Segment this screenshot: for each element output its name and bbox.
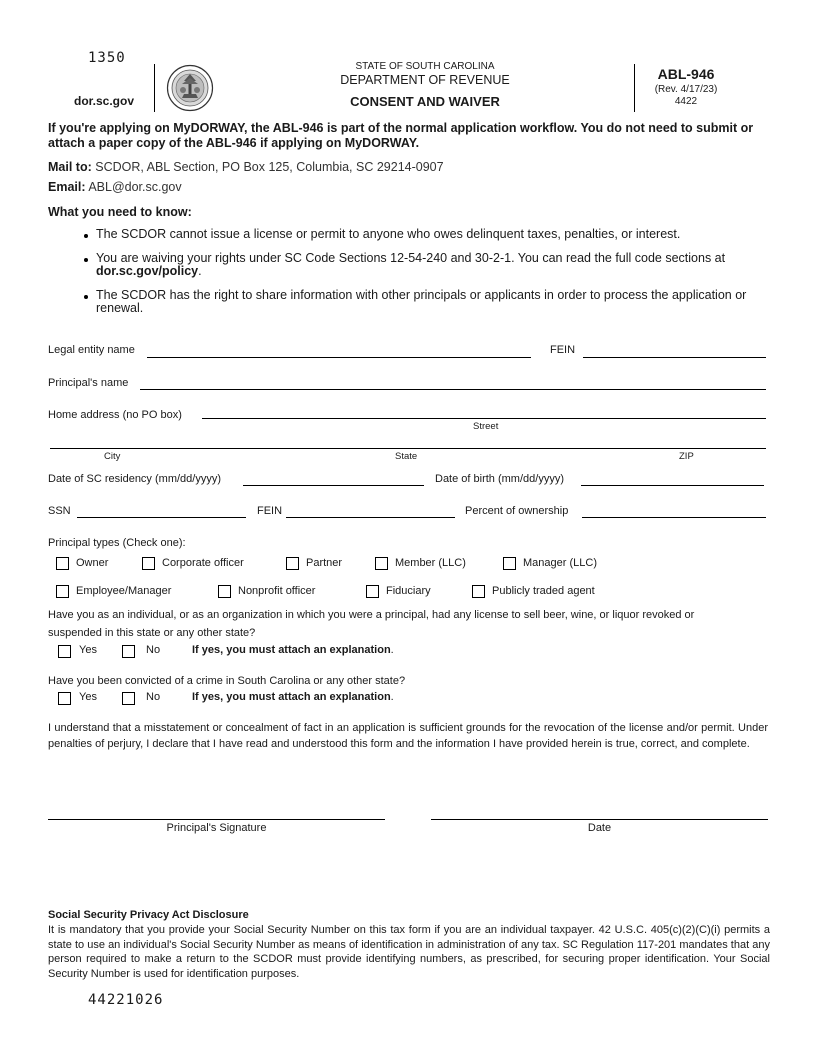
street-caption: Street bbox=[473, 421, 499, 432]
q2-explanation-text: If yes, you must attach an explanation bbox=[192, 691, 391, 703]
corporate-officer-checkbox[interactable] bbox=[142, 557, 155, 570]
q2-no-label: No bbox=[146, 691, 161, 703]
form-number-top: 1350 bbox=[88, 50, 126, 66]
header-divider-right bbox=[634, 64, 635, 112]
website: dor.sc.gov bbox=[74, 94, 135, 108]
street-field[interactable] bbox=[202, 418, 766, 419]
form-id: ABL-946 bbox=[657, 66, 715, 82]
home-address-label: Home address (no PO box) bbox=[48, 409, 182, 421]
signature-date-field[interactable] bbox=[431, 819, 768, 820]
principals-name-field[interactable] bbox=[140, 389, 766, 390]
employee-manager-label: Employee/Manager bbox=[76, 585, 172, 597]
sc-residency-date-label: Date of SC residency (mm/dd/yyyy) bbox=[48, 473, 221, 485]
q1-explanation-text: If yes, you must attach an explanation bbox=[192, 644, 391, 656]
principal-types-heading: Principal types (Check one): bbox=[48, 537, 186, 549]
state-caption: State bbox=[395, 451, 418, 462]
principal-signature-label: Principal's Signature bbox=[166, 822, 267, 834]
partner-checkbox[interactable] bbox=[286, 557, 299, 570]
zip-caption: ZIP bbox=[679, 451, 694, 462]
form-code: 4422 bbox=[674, 96, 698, 107]
q1-no-checkbox[interactable] bbox=[122, 645, 135, 658]
page-title: CONSENT AND WAIVER bbox=[350, 94, 500, 109]
ssn-field[interactable] bbox=[77, 517, 246, 518]
q1-yes-label: Yes bbox=[79, 644, 97, 656]
bullet-dot bbox=[84, 295, 88, 299]
date-of-birth-label: Date of birth (mm/dd/yyyy) bbox=[435, 473, 564, 485]
manager-llc-checkbox[interactable] bbox=[503, 557, 516, 570]
legal-entity-name-field[interactable] bbox=[147, 357, 531, 358]
question-license-revoked: Have you as an individual, or as an organization in which you were a principal, had any license to sell beer, wine, or liquor revoked or bbox=[48, 609, 695, 621]
member-llc-checkbox[interactable] bbox=[375, 557, 388, 570]
mail-label: Mail to: bbox=[48, 160, 92, 174]
q1-no-label: No bbox=[146, 644, 161, 656]
sc-residency-date-field[interactable] bbox=[243, 485, 424, 486]
q2-yes-label: Yes bbox=[79, 691, 97, 703]
bullet-item bbox=[96, 252, 766, 278]
member-llc-label: Member (LLC) bbox=[395, 557, 466, 569]
q2-no-checkbox[interactable] bbox=[122, 692, 135, 705]
percent-ownership-field[interactable] bbox=[582, 517, 766, 518]
form-revision: (Rev. 4/17/23) bbox=[654, 84, 718, 95]
q2-yes-checkbox[interactable] bbox=[58, 692, 71, 705]
manager-llc-label: Manager (LLC) bbox=[523, 557, 597, 569]
legal-entity-name-label: Legal entity name bbox=[48, 344, 135, 356]
bullet-item: The SCDOR cannot issue a license or permit to anyone who owes delinquent taxes, penalties, or interest. bbox=[96, 227, 681, 241]
fiduciary-checkbox[interactable] bbox=[366, 585, 379, 598]
signature-date-label: Date bbox=[587, 822, 612, 834]
email-label: Email: bbox=[48, 180, 86, 194]
fiduciary-label: Fiduciary bbox=[386, 585, 431, 597]
q1-yes-checkbox[interactable] bbox=[58, 645, 71, 658]
fein2-field[interactable] bbox=[286, 517, 455, 518]
nonprofit-officer-checkbox[interactable] bbox=[218, 585, 231, 598]
principals-name-label: Principal's name bbox=[48, 377, 129, 389]
bullet-item: The SCDOR has the right to share information with other principals or applicants in order to process the application or renewal. bbox=[96, 288, 747, 315]
city-caption: City bbox=[104, 451, 121, 462]
privacy-text: It is mandatory that you provide your Social Security Number on this tax form if you are an individual taxpayer. 42 U.S.C. 405(c)(2)(C)(i) permits a state to use an individual's Social Security Number as means of identification in administration of any tax. SC Regulation 117-201 mandates that any person required to make a return to the SCDOR must provide identifying numbers, as prescribed, for securing proper identification. Your Social Security Number is used for identification purposes. bbox=[48, 924, 770, 980]
owner-label: Owner bbox=[76, 557, 109, 569]
mail-to bbox=[48, 160, 444, 174]
policy-link[interactable]: dor.sc.gov/policy bbox=[96, 264, 199, 278]
date-of-birth-field[interactable] bbox=[581, 485, 764, 486]
mail-address: SCDOR, ABL Section, PO Box 125, Columbia, SC 29214-0907 bbox=[95, 160, 444, 174]
email bbox=[48, 180, 182, 194]
q2-explanation-period: . bbox=[390, 691, 394, 703]
question-license-revoked-cont: suspended in this state or any other state? bbox=[48, 627, 256, 639]
state-seal-icon bbox=[166, 64, 214, 112]
city-state-zip-field[interactable] bbox=[50, 448, 766, 449]
header-department: DEPARTMENT OF REVENUE bbox=[340, 73, 510, 87]
bullet-dot bbox=[84, 234, 88, 238]
bullet-text-end: . bbox=[198, 264, 202, 278]
publicly-traded-agent-label: Publicly traded agent bbox=[492, 585, 595, 597]
corporate-officer-label: Corporate officer bbox=[162, 557, 244, 569]
fein-label: FEIN bbox=[550, 344, 576, 356]
question-convicted: Have you been convicted of a crime in South Carolina or any other state? bbox=[48, 675, 406, 687]
email-address[interactable]: ABL@dor.sc.gov bbox=[88, 180, 182, 194]
bullet-text: You are waiving your rights under SC Code Sections 12-54-240 and 30-2-1. You can read the full code sections at bbox=[96, 251, 726, 265]
privacy-heading: Social Security Privacy Act Disclosure bbox=[48, 909, 249, 921]
publicly-traded-agent-checkbox[interactable] bbox=[472, 585, 485, 598]
q1-explanation-note bbox=[192, 644, 394, 656]
owner-checkbox[interactable] bbox=[56, 557, 69, 570]
q2-explanation-note bbox=[192, 691, 394, 703]
fein2-label: FEIN bbox=[257, 505, 283, 517]
need-to-know-heading: What you need to know: bbox=[48, 205, 192, 219]
fein-field[interactable] bbox=[583, 357, 766, 358]
employee-manager-checkbox[interactable] bbox=[56, 585, 69, 598]
header-state: STATE OF SOUTH CAROLINA bbox=[355, 61, 495, 72]
percent-ownership-label: Percent of ownership bbox=[465, 505, 569, 517]
partner-label: Partner bbox=[306, 557, 343, 569]
header-divider-left bbox=[154, 64, 155, 112]
ssn-label: SSN bbox=[48, 505, 71, 517]
q1-explanation-period: . bbox=[390, 644, 394, 656]
bullet-dot bbox=[84, 258, 88, 262]
declaration-text: I understand that a misstatement or concealment of fact in an application is sufficient grounds for the revocation of the license and/or permit. Under penalties of perjury, I declare that I have read and understood this form and the information I have provided herein is true, correct, and complete. bbox=[48, 722, 768, 750]
principal-signature-field[interactable] bbox=[48, 819, 385, 820]
mydorway-notice: If you're applying on MyDORWAY, the ABL-946 is part of the normal application workflow. You do not need to submit or attach a paper copy of the ABL-946 if applying on MyDORWAY. bbox=[48, 121, 754, 150]
barcode-number: 44221026 bbox=[88, 992, 164, 1008]
nonprofit-officer-label: Nonprofit officer bbox=[238, 585, 316, 597]
